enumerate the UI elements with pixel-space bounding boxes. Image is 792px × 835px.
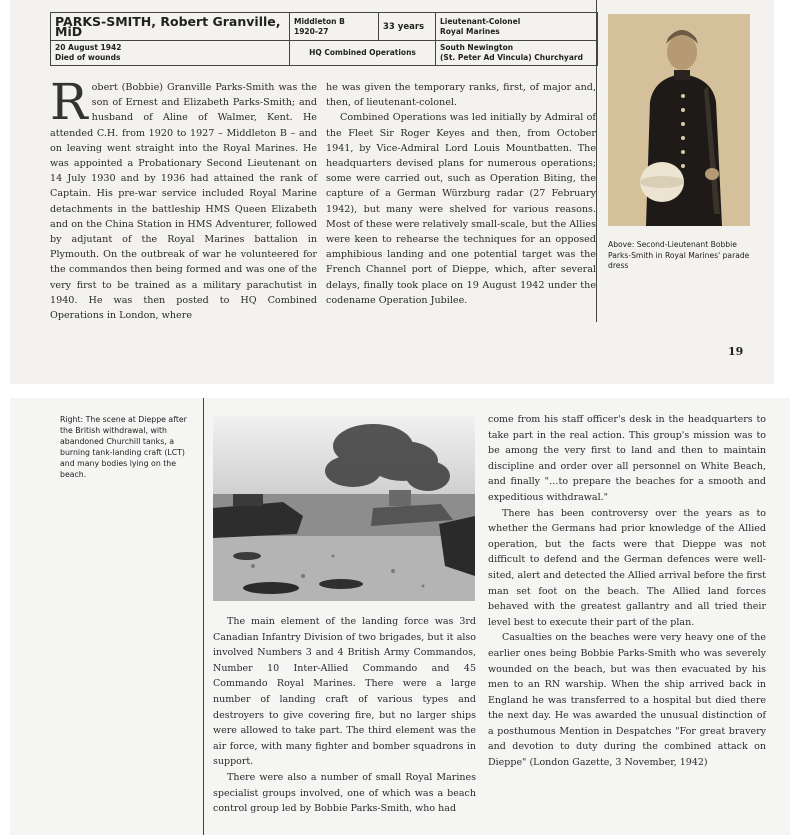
bio-paragraph-3: Combined Operations was led initially by Admiral of the Fleet Sir Roger Keyes and then, from October 1941, by Vice-Admiral Lord Louis Mountbatten. The headquarters devised plans for numerous operations; some were carried out, such as Operation Biting, the capture of a German Würzburg radar (27 February 1942), but many were shelved for various reasons. Most of these were relatively small-scale, but the Allies were keen to rehearse the techniques for an opposed amphibious landing and one potential target was the French Channel port of Dieppe, which, after several delays, finally took place on 19 August 1942 under the codename Operation Jubilee. [326,112,596,306]
page-bottom [10,398,790,835]
column-divider [596,0,597,322]
top-column-1 [50,73,317,323]
header-age: 33 years [379,13,436,41]
header-rank: Lieutenant-Colonel Royal Marines [436,13,598,41]
dieppe-paragraph-5: Casualties on the beaches were very heavy one of the earlier ones being Bobbie Parks-Smith who was severely wounded on the beach, but was then evacuated by his men to an RN warship. When the ship arrived back in England he was transferred to a hospital but died there the next day. He was awarded the unusual distinction of a posthumous Mention in Despatches "For great bravery and devotion to duty during the combined attack on Dieppe" (London Gazette, 3 November, 1942) [488,632,766,769]
dieppe-scene-image [213,416,475,601]
header-burial: South Newington (St. Peter Ad Vincula) Churchyard [436,41,598,66]
header-name: PARKS-SMITH, Robert Granville, MiD [51,13,290,41]
bottom-column-2 [488,412,766,771]
header-house: Middleton B 1920-27 [290,13,379,41]
dieppe-paragraph-2: There were also a number of small Royal Marines specialist groups involved, one of which was a beach control group led by Bobbie Parks-Smith, who had [213,771,476,815]
dieppe-paragraph-3: come from his staff officer's desk in the headquarters to take part in the real action. This group's mission was to be among the very first to land and then to maintain discipline and order over all personnel on White Beach, and finally "…to prepare the beaches for a smooth and expeditious withdrawal." [488,414,766,503]
page-number: 19 [728,345,744,358]
header-unit: HQ Combined Operations [290,41,436,66]
dieppe-photo-caption: Right: The scene at Dieppe after the British withdrawal, with abandoned Churchill tanks, a burning tank-landing craft (LCT) and many bodies lying on the beach. [60,415,187,479]
caption-divider [203,398,204,835]
top-column-2 [326,80,596,308]
bio-paragraph-1: obert (Bobbie) Granville Parks-Smith was the son of Ernest and Elizabeth Parks-Smith; and husband of Aline of Walmer, Kent. He attended C.H. from 1920 to 1927 – Middleton B – and on leaving went straight into the Royal Marines. He was appointed a Probationary Second Lieutenant on 14 July 1930 and by 1936 had attained the rank of Captain. His pre-war service included Royal Marine detachments in the battleship HMS Queen Elizabeth and on the China Station in HMS Adventurer, followed by adjutant of the Royal Marines battalion in Plymouth. On the outbreak of war he volunteered for the commandos then being formed and was one of the very first to be trained as a military parachutist in 1940. He was then posted to HQ Combined Operations in London, where [50,82,317,322]
drop-cap: R [50,73,88,131]
bio-paragraph-2: he was given the temporary ranks, first, of major and, then, of lieutenant-colonel. [326,82,596,109]
dieppe-beach-photo [213,416,475,601]
portrait-photo [608,14,750,226]
roll-of-honour-header [50,12,598,66]
officer-portrait-image [608,14,750,226]
header-date: 20 August 1942 Died of wounds [51,41,290,66]
portrait-caption: Above: Second-Lieutenant Bobbie Parks-Smith in Royal Marines' parade dress [608,240,750,270]
bottom-column-1 [213,614,476,817]
dieppe-paragraph-4: There has been controversy over the years as to whether the Germans had prior knowledge of the Allied operation, but the facts were that Dieppe was not difficult to defend and the German defences were well-sited, alert and detected the Allied arrival before the first man set foot on the beach. The Allied land forces behaved with the greatest gallantry and all tried their level best to execute their part of the plan. [488,507,766,628]
page-top [10,0,774,384]
dieppe-paragraph-1: The main element of the landing force was 3rd Canadian Infantry Division of two brigades, but it also involved Numbers 3 and 4 British Army Commandos, Number 10 Inter-Allied Commando and 45 Commando Royal Marines. There were a large number of landing craft of various types and destroyers to give covering fire, but no larger ships were allowed to take part. The third element was the air force, with many fighter and bomber squadrons in support. [213,616,476,768]
